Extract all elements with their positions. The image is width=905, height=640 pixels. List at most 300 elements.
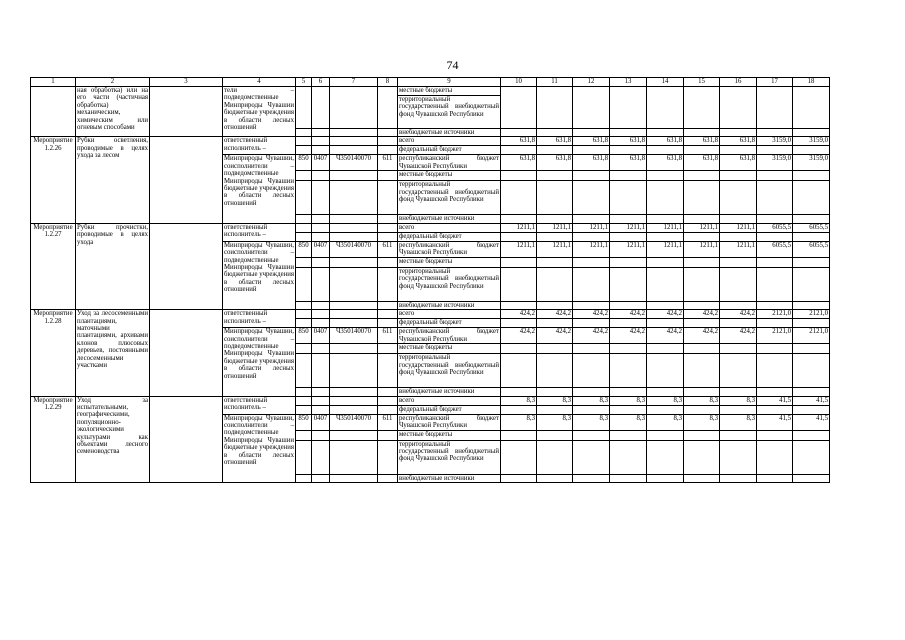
value-cell: 41,5 — [793, 396, 830, 405]
empty-cell — [684, 405, 720, 414]
empty-cell — [684, 171, 720, 181]
executor-cell: Минприроды Чувашии, соисполнители – подведомственные Минприроды Чувашии бюджетные учреждения в области лесных отношений — [223, 155, 296, 223]
value-cell: 1211,1 — [573, 241, 610, 257]
empty-cell — [610, 267, 647, 301]
value-cell: 631,8 — [501, 137, 537, 146]
empty-cell — [757, 257, 793, 267]
funding-republic: республиканский бюджет Чувашской Республики — [399, 328, 499, 343]
empty-cell — [684, 388, 720, 396]
budget-code: 611 — [378, 241, 398, 257]
value-cell: 1211,1 — [573, 223, 610, 232]
empty-cell — [378, 396, 398, 405]
empty-cell — [720, 344, 757, 354]
empty-cell — [501, 301, 537, 309]
empty-cell — [501, 171, 537, 181]
value-cell: 1211,1 — [647, 223, 684, 232]
empty-cell — [296, 430, 312, 440]
value-cell: 8,3 — [647, 396, 684, 405]
funding-offbudget: внебюджетные источники — [398, 301, 501, 309]
funding-local: местные бюджеты — [398, 171, 501, 181]
header-cell: 15 — [684, 78, 720, 87]
value-cell: 1211,1 — [720, 223, 757, 232]
empty-cell — [378, 171, 398, 181]
empty-cell — [330, 344, 378, 354]
empty-cell — [720, 388, 757, 396]
empty-cell — [378, 354, 398, 388]
header-cell: 16 — [720, 78, 757, 87]
value-cell: 424,2 — [537, 328, 573, 344]
empty-cell — [378, 344, 398, 354]
empty-cell — [573, 405, 610, 414]
table-row — [31, 137, 830, 146]
empty-cell — [684, 319, 720, 328]
empty-cell — [378, 474, 398, 482]
empty-cell — [537, 232, 573, 241]
empty-cell — [793, 319, 830, 328]
empty-cell — [501, 257, 537, 267]
empty-cell — [312, 396, 330, 405]
empty-cell — [312, 257, 330, 267]
funding-territorial: территориальный государственный внебюджетный фонд Чувашской Республики — [398, 267, 501, 301]
empty-cell — [573, 267, 610, 301]
empty-cell — [720, 146, 757, 155]
empty-cell — [312, 354, 330, 388]
empty-cell — [610, 405, 647, 414]
empty-cell — [610, 430, 647, 440]
empty-cell — [647, 388, 684, 396]
empty-cell — [296, 181, 312, 215]
empty-cell — [378, 232, 398, 241]
empty-cell — [312, 301, 330, 309]
empty-cell — [793, 344, 830, 354]
empty-cell — [610, 171, 647, 181]
budget-code: Ч350140070 — [330, 414, 378, 430]
empty-cell — [757, 267, 793, 301]
empty-cell — [684, 474, 720, 482]
header-cell: 8 — [378, 78, 398, 87]
measure-label: Мероприятие 1.2.28 — [31, 310, 76, 396]
empty-cell — [793, 232, 830, 241]
value-cell: 8,3 — [720, 396, 757, 405]
funding-republic: республиканский бюджет Чувашской Республики — [399, 414, 499, 430]
funding-total: всего — [398, 137, 501, 146]
empty-cell — [378, 181, 398, 215]
measure-label: Мероприятие 1.2.26 — [31, 137, 76, 223]
empty-cell — [757, 319, 793, 328]
empty-cell — [793, 405, 830, 414]
executor-cell: тели – подведомственные Минприроды Чувашии бюджетные учреждения в области лесных отношений — [223, 87, 296, 137]
empty-cell — [330, 354, 378, 388]
funding-local: местные бюджеты — [398, 344, 501, 354]
empty-cell — [720, 232, 757, 241]
empty-cell — [296, 215, 312, 223]
empty-cell — [296, 171, 312, 181]
executor-head: ответственный исполнитель – — [223, 396, 296, 414]
empty-cell — [150, 87, 223, 137]
empty-cell — [793, 267, 830, 301]
value-cell: 8,3 — [537, 396, 573, 405]
empty-cell — [720, 215, 757, 223]
empty-cell — [378, 146, 398, 155]
value-cell: 1211,1 — [684, 223, 720, 232]
table-row — [31, 223, 830, 232]
empty-cell — [378, 137, 398, 146]
empty-cell — [793, 146, 830, 155]
funding-local: местные бюджеты — [398, 430, 501, 440]
empty-cell — [501, 388, 537, 396]
empty-cell — [378, 301, 398, 309]
empty-cell — [684, 267, 720, 301]
empty-cell — [296, 440, 312, 474]
empty-cell — [330, 267, 378, 301]
empty-cell — [312, 223, 330, 232]
empty-cell — [793, 301, 830, 309]
empty-cell — [312, 137, 330, 146]
empty-cell — [537, 171, 573, 181]
value-cell: 8,3 — [501, 396, 537, 405]
budget-code: 611 — [378, 155, 398, 171]
empty-cell — [573, 146, 610, 155]
value-cell: 2121,0 — [757, 310, 793, 319]
header-cell: 10 — [501, 78, 537, 87]
empty-cell — [573, 344, 610, 354]
empty-cell — [720, 319, 757, 328]
value-cell: 424,2 — [501, 310, 537, 319]
empty-cell — [296, 474, 312, 482]
measure-name: Рубки осветления, проводимые в целях ухода за лесом — [76, 137, 150, 223]
empty-cell — [684, 181, 720, 215]
empty-cell — [537, 267, 573, 301]
empty-cell — [296, 301, 312, 309]
value-cell: 631,8 — [647, 137, 684, 146]
empty-cell — [793, 474, 830, 482]
header-cell: 13 — [610, 78, 647, 87]
value-cell: 3159,0 — [793, 137, 830, 146]
empty-cell — [793, 354, 830, 388]
empty-cell — [501, 319, 537, 328]
value-cell: 424,2 — [573, 328, 610, 344]
empty-cell — [610, 319, 647, 328]
empty-cell — [793, 215, 830, 223]
empty-cell — [647, 215, 684, 223]
executor-cell: Минприроды Чувашии, соисполнители – подведомственные Минприроды Чувашии бюджетные учреждения в области лесных отношений — [223, 414, 296, 482]
empty-cell — [757, 388, 793, 396]
value-cell: 6055,5 — [757, 223, 793, 232]
empty-cell — [537, 215, 573, 223]
empty-cell — [757, 405, 793, 414]
empty-cell — [501, 267, 537, 301]
funding-federal: федеральный бюджет — [398, 319, 501, 328]
empty-cell — [573, 430, 610, 440]
empty-cell — [573, 474, 610, 482]
empty-cell — [647, 171, 684, 181]
funding-offbudget: внебюджетные источники — [398, 474, 501, 482]
empty-cell — [537, 474, 573, 482]
empty-cell — [647, 232, 684, 241]
empty-cell — [312, 388, 330, 396]
empty-cell — [296, 267, 312, 301]
funding-territorial: территориальный государственный внебюджетный фонд Чувашской Республики — [398, 181, 501, 215]
empty-cell — [647, 344, 684, 354]
empty-cell — [573, 181, 610, 215]
budget-code: 0407 — [312, 241, 330, 257]
empty-cell — [296, 146, 312, 155]
empty-cell — [573, 171, 610, 181]
budget-code: Ч350140070 — [330, 155, 378, 171]
empty-cell — [610, 344, 647, 354]
empty-cell — [330, 405, 378, 414]
header-cell: 12 — [573, 78, 610, 87]
measure-label: Мероприятие 1.2.27 — [31, 223, 76, 309]
header-cell: 5 — [296, 78, 312, 87]
empty-cell — [537, 354, 573, 388]
empty-cell — [573, 232, 610, 241]
empty-cell — [757, 354, 793, 388]
value-cell: 631,8 — [537, 155, 573, 171]
funding-territorial: территориальный государственный внебюджетный фонд Чувашской Республики — [398, 354, 501, 388]
empty-cell — [684, 215, 720, 223]
value-cell: 424,2 — [720, 328, 757, 344]
budget-code: 850 — [296, 241, 312, 257]
value-cell: 1211,1 — [684, 241, 720, 257]
value-cell: 631,8 — [501, 155, 537, 171]
empty-cell — [720, 430, 757, 440]
empty-cell — [610, 232, 647, 241]
empty-cell — [684, 232, 720, 241]
empty-cell — [684, 430, 720, 440]
empty-cell — [378, 267, 398, 301]
empty-cell — [793, 171, 830, 181]
header-cell: 11 — [537, 78, 573, 87]
empty-cell — [573, 301, 610, 309]
measure-name: Рубки прочистки, проводимые в целях ухода — [76, 223, 150, 309]
empty-cell — [647, 301, 684, 309]
empty-cell — [312, 310, 330, 319]
value-cell: 631,8 — [720, 155, 757, 171]
empty-cell — [647, 440, 684, 474]
budget-code: 0407 — [312, 414, 330, 430]
budget-code: Ч350140070 — [330, 328, 378, 344]
empty-cell — [330, 319, 378, 328]
empty-cell — [330, 87, 378, 129]
empty-cell — [378, 215, 398, 223]
funding-territorial: территориальный государственный внебюджетный фонд Чувашской Республики — [398, 440, 501, 474]
empty-cell — [378, 87, 398, 129]
empty-cell — [610, 146, 647, 155]
empty-cell — [501, 215, 537, 223]
funding-republic: республиканский бюджет Чувашской Республики — [399, 155, 499, 170]
empty-cell — [312, 319, 330, 328]
value-cell: 8,3 — [610, 396, 647, 405]
funding-territorial: территориальный государственный внебюджетный фонд Чувашской Республики — [399, 96, 499, 118]
header-cell: 18 — [793, 78, 830, 87]
empty-cell — [296, 405, 312, 414]
value-cell: 2121,0 — [793, 310, 830, 319]
empty-cell — [501, 474, 537, 482]
empty-cell — [330, 430, 378, 440]
measure-name: ная обработка) или на его части (частичная обработка) механическим, химическим или огневым способами — [76, 87, 150, 137]
value-cell: 3159,0 — [757, 137, 793, 146]
empty-cell — [720, 354, 757, 388]
header-cell: 9 — [398, 78, 501, 87]
empty-cell — [757, 440, 793, 474]
value-cell: 8,3 — [573, 396, 610, 405]
value-cell: 41,5 — [793, 414, 830, 430]
table-row — [31, 396, 830, 405]
empty-cell — [647, 354, 684, 388]
empty-cell — [330, 232, 378, 241]
empty-cell — [501, 146, 537, 155]
empty-cell — [684, 354, 720, 388]
empty-cell — [312, 267, 330, 301]
empty-cell — [573, 257, 610, 267]
empty-cell — [757, 344, 793, 354]
empty-cell — [537, 319, 573, 328]
value-cell: 424,2 — [720, 310, 757, 319]
empty-cell — [537, 440, 573, 474]
budget-code: 0407 — [312, 155, 330, 171]
header-cell: 2 — [76, 78, 150, 87]
empty-cell — [610, 440, 647, 474]
empty-cell — [720, 171, 757, 181]
empty-cell — [330, 474, 378, 482]
value-cell: 41,5 — [757, 396, 793, 405]
value-cell: 1211,1 — [537, 241, 573, 257]
empty-cell — [757, 215, 793, 223]
empty-cell — [150, 396, 223, 482]
value-cell: 1211,1 — [537, 223, 573, 232]
funding-local: местные бюджеты — [398, 257, 501, 267]
empty-cell — [330, 171, 378, 181]
empty-cell — [330, 181, 378, 215]
empty-cell — [312, 232, 330, 241]
funding-local: местные бюджеты — [399, 87, 453, 94]
empty-cell — [296, 344, 312, 354]
measure-name: Уход за лесосеменными плантациями, маточными плантациями, архивами клонов плюсовых деревьев, постоянными лесосеменными участками — [76, 310, 150, 396]
empty-cell — [537, 301, 573, 309]
budget-code: Ч350140070 — [330, 241, 378, 257]
value-cell: 631,8 — [720, 137, 757, 146]
empty-cell — [720, 405, 757, 414]
value-cell: 2121,0 — [793, 328, 830, 344]
empty-cell — [501, 440, 537, 474]
header-cell: 1 — [31, 78, 76, 87]
empty-cell — [296, 354, 312, 388]
value-cell: 424,2 — [684, 310, 720, 319]
value-cell: 631,8 — [573, 155, 610, 171]
empty-cell — [537, 146, 573, 155]
value-cell: 631,8 — [537, 137, 573, 146]
empty-cell — [793, 257, 830, 267]
empty-cell — [647, 181, 684, 215]
empty-cell — [330, 440, 378, 474]
empty-cell — [757, 171, 793, 181]
page-number: 74 — [446, 58, 459, 72]
executor-cell: Минприроды Чувашии, соисполнители – подведомственные Минприроды Чувашии бюджетные учреждения в области лесных отношений — [223, 241, 296, 309]
empty-cell — [312, 146, 330, 155]
budget-code: 0407 — [312, 328, 330, 344]
budget-code: 850 — [296, 414, 312, 430]
funding-total: всего — [398, 223, 501, 232]
value-cell: 631,8 — [684, 137, 720, 146]
empty-cell — [720, 257, 757, 267]
value-cell: 631,8 — [647, 155, 684, 171]
empty-cell — [296, 137, 312, 146]
empty-cell — [312, 430, 330, 440]
empty-cell — [150, 223, 223, 309]
empty-cell — [378, 223, 398, 232]
empty-cell — [647, 474, 684, 482]
empty-cell — [312, 440, 330, 474]
value-cell: 8,3 — [720, 414, 757, 430]
empty-cell — [720, 474, 757, 482]
empty-cell — [378, 319, 398, 328]
budget-code: 850 — [296, 155, 312, 171]
funding-republic: республиканский бюджет Чувашской Республики — [399, 241, 499, 257]
value-cell: 424,2 — [573, 310, 610, 319]
funding-offbudget: внебюджетные источники — [398, 129, 501, 137]
measure-label: Мероприятие 1.2.29 — [31, 396, 76, 482]
empty-cell — [296, 396, 312, 405]
empty-cell — [537, 430, 573, 440]
budget-table — [30, 77, 830, 483]
empty-cell — [573, 388, 610, 396]
value-cell: 1211,1 — [501, 223, 537, 232]
empty-cell — [610, 301, 647, 309]
value-cell: 6055,5 — [793, 241, 830, 257]
table-row — [31, 310, 830, 319]
funding-total: всего — [398, 396, 501, 405]
empty-cell — [296, 257, 312, 267]
empty-cell — [757, 146, 793, 155]
empty-cell — [296, 310, 312, 319]
empty-cell — [684, 344, 720, 354]
empty-cell — [573, 354, 610, 388]
empty-cell — [501, 354, 537, 388]
empty-cell — [684, 301, 720, 309]
empty-cell — [296, 319, 312, 328]
value-cell: 1211,1 — [647, 241, 684, 257]
value-cell: 424,2 — [610, 328, 647, 344]
empty-cell — [312, 87, 330, 129]
value-cell: 424,2 — [647, 310, 684, 319]
empty-cell — [312, 215, 330, 223]
empty-cell — [757, 181, 793, 215]
budget-code: 611 — [378, 328, 398, 344]
value-cell: 8,3 — [647, 414, 684, 430]
value-cell: 3159,0 — [793, 155, 830, 171]
empty-cell — [647, 405, 684, 414]
header-cell: 6 — [312, 78, 330, 87]
empty-cell — [150, 137, 223, 223]
empty-cell — [757, 232, 793, 241]
empty-cell — [296, 87, 312, 129]
header-cell: 17 — [757, 78, 793, 87]
table-row — [31, 87, 830, 129]
funding-federal: федеральный бюджет — [398, 405, 501, 414]
empty-cell — [31, 87, 76, 137]
empty-cell — [537, 344, 573, 354]
value-cell: 424,2 — [501, 328, 537, 344]
empty-cell — [330, 223, 378, 232]
empty-cell — [647, 257, 684, 267]
empty-cell — [296, 223, 312, 232]
empty-cell — [684, 440, 720, 474]
empty-cell — [378, 440, 398, 474]
empty-cell — [378, 257, 398, 267]
empty-cell — [330, 301, 378, 309]
empty-cell — [757, 430, 793, 440]
